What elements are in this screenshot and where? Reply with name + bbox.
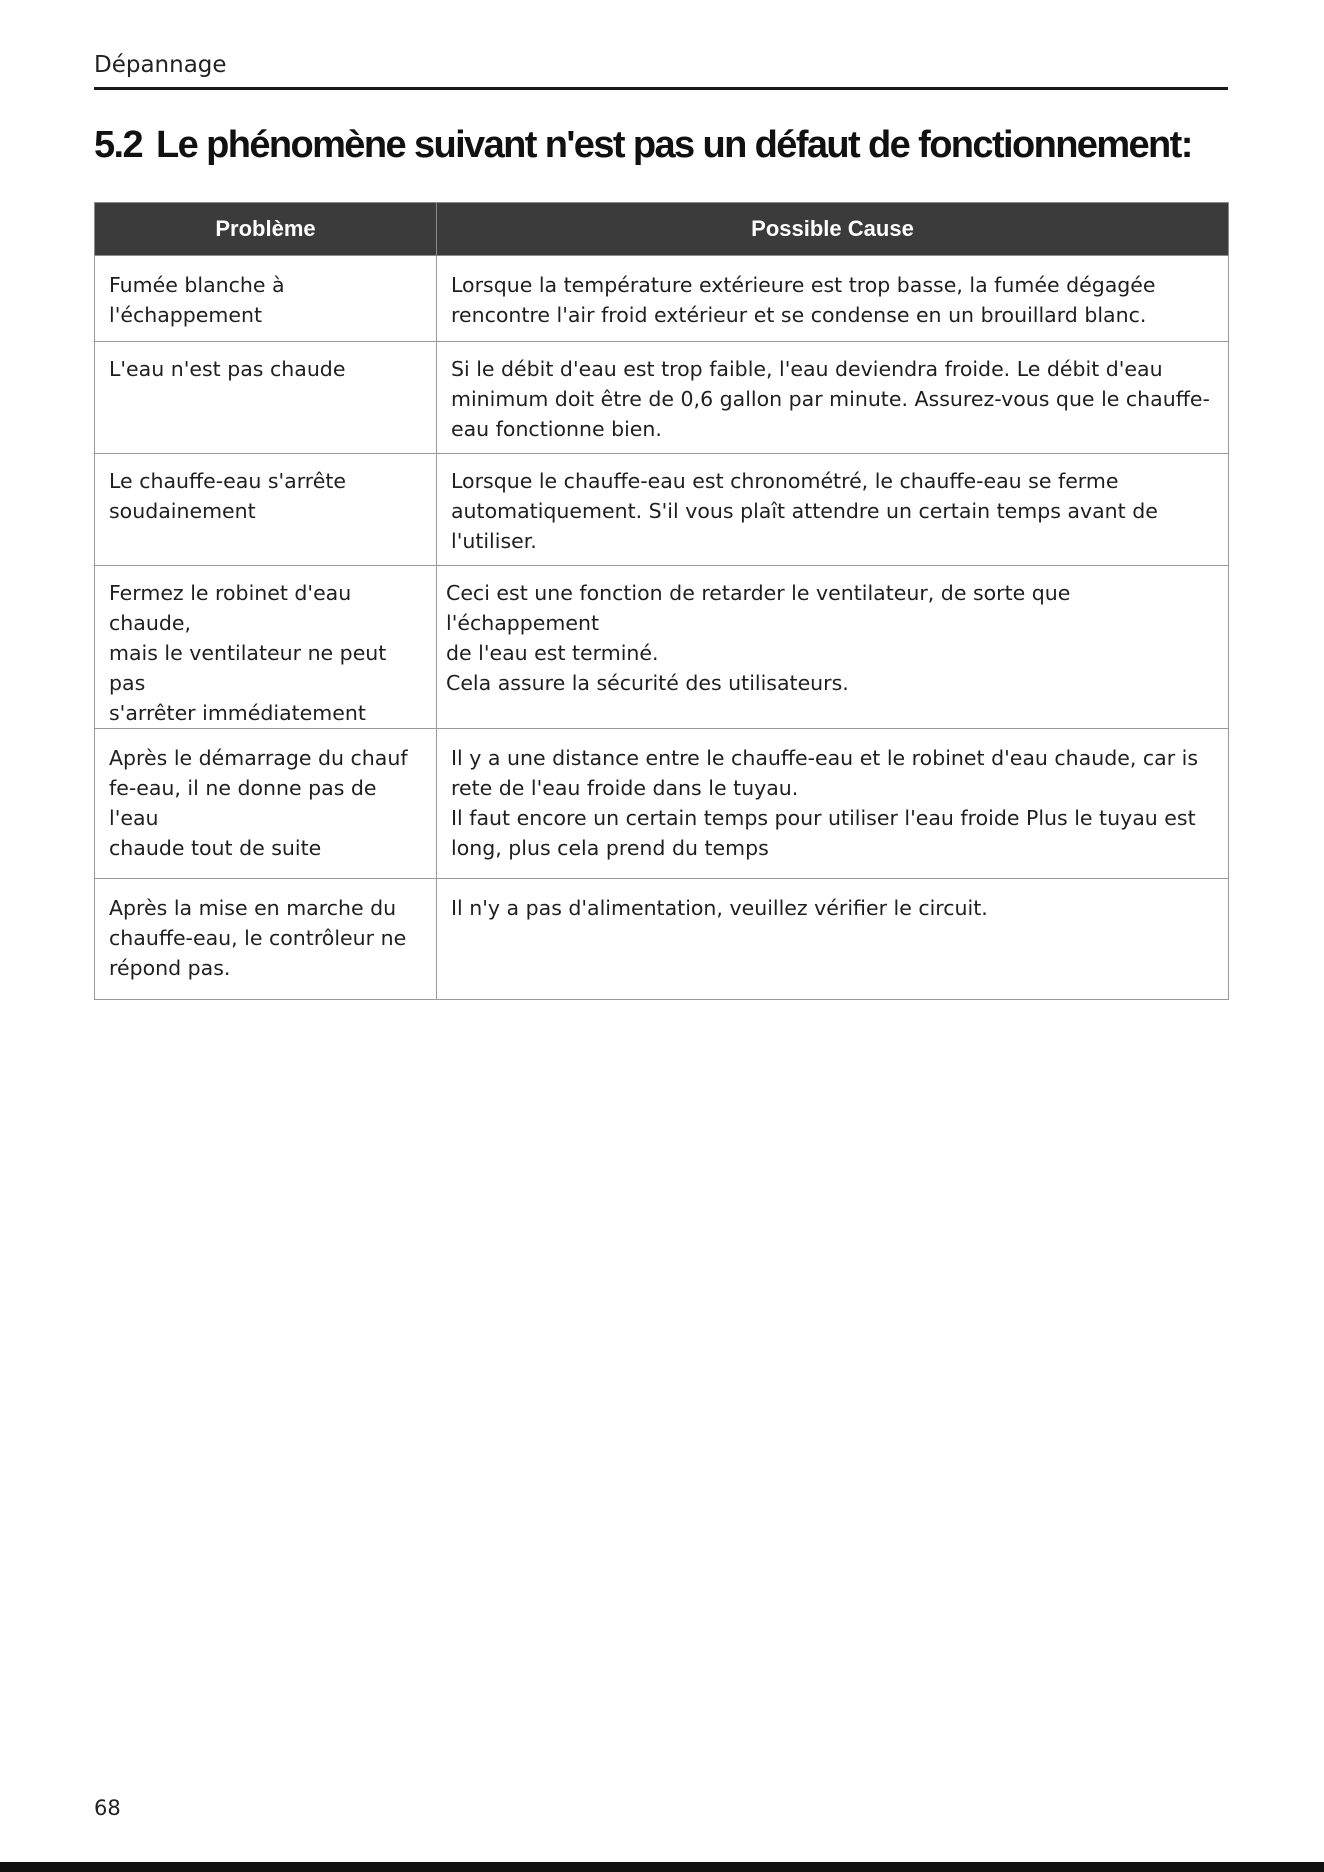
troubleshooting-table [94, 202, 1229, 1000]
problem-cell [95, 256, 437, 342]
cause-cell [437, 729, 1229, 879]
problem-text: Fumée blanche à l'échappement [109, 273, 285, 327]
problem-cell [95, 879, 437, 1000]
section-title [94, 124, 1192, 167]
problem-text: Fermez le robinet d'eau chaude, mais le ventilateur ne peut pas s'arrêter immédiatement [109, 581, 387, 725]
cause-text: Il y a une distance entre le chauffe-eau et le robinet d'eau chaude, car is rete de l'eau froide dans le tuyau. Il faut encore un certain temps pour utiliser l'eau froide Plus le tuyau est long, plus cela prend du temps [451, 746, 1199, 860]
table-row [95, 566, 1229, 729]
problem-cell [95, 454, 437, 566]
cause-text: Lorsque le chauffe-eau est chronométré, le chauffe-eau se ferme automatiquement. S'il vous plaît attendre un certain temps avant de l'utiliser. [451, 469, 1158, 553]
header-rule [94, 87, 1228, 90]
bottom-edge-bar [0, 1862, 1324, 1872]
cause-text: Si le débit d'eau est trop faible, l'eau deviendra froide. Le débit d'eau minimum doit être de 0,6 gallon par minute. Assurez-vous que le chauffe- eau fonctionne bien. [451, 357, 1210, 441]
problem-cell [95, 729, 437, 879]
cause-cell [437, 342, 1229, 454]
table-row [95, 256, 1229, 342]
cause-cell [437, 454, 1229, 566]
table-row [95, 454, 1229, 566]
table-row [95, 879, 1229, 1000]
section-title-text: Le phénomène suivant n'est pas un défaut de fonctionnement: [156, 124, 1192, 166]
running-header: Dépannage [94, 52, 227, 78]
problem-cell [95, 342, 437, 454]
cause-cell [437, 256, 1229, 342]
problem-text: Après le démarrage du chauf fe-eau, il ne donne pas de l'eau chaude tout de suite [109, 746, 408, 860]
problem-text: L'eau n'est pas chaude [109, 357, 346, 381]
problem-text: Après la mise en marche du chauffe-eau, le contrôleur ne répond pas. [109, 896, 407, 980]
column-header-problem: Problème [95, 203, 437, 256]
problem-text: Le chauffe-eau s'arrête soudainement [109, 469, 347, 523]
cause-text: Ceci est une fonction de retarder le ventilateur, de sorte que l'échappement de l'eau est terminé. Cela assure la sécurité des utilisateurs. [446, 581, 1071, 695]
cause-text: Il n'y a pas d'alimentation, veuillez vérifier le circuit. [451, 896, 988, 920]
problem-cell [95, 566, 437, 729]
table-row [95, 342, 1229, 454]
table-row [95, 729, 1229, 879]
table-header-row [95, 203, 1229, 256]
column-header-cause: Possible Cause [437, 203, 1229, 256]
cause-cell [437, 879, 1229, 1000]
cause-text: Lorsque la température extérieure est trop basse, la fumée dégagée rencontre l'air froid extérieur et se condense en un brouillard blanc. [451, 273, 1156, 327]
cause-cell [437, 566, 1229, 729]
page-number: 68 [94, 1796, 121, 1820]
section-number: 5.2 [94, 124, 143, 166]
